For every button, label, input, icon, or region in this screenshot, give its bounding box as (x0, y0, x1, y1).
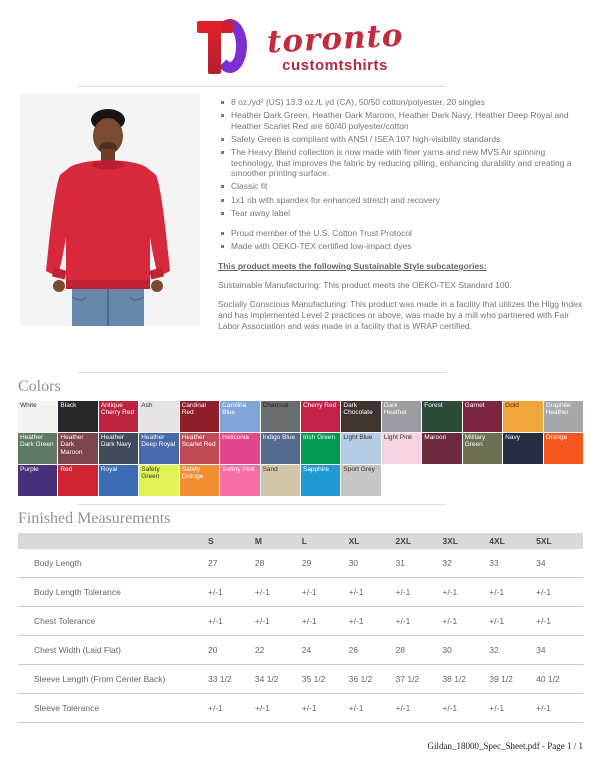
tc-monogram-logo-icon (197, 16, 255, 82)
measurement-value: +/-1 (489, 703, 505, 713)
measurement-value: 39 1/2 (489, 674, 513, 684)
color-swatch-graphite-heather: Graphite Heather (544, 401, 583, 432)
product-spec-text (218, 93, 583, 372)
color-swatch-orange: Orange (544, 433, 583, 464)
color-swatch-forest: Forest (422, 401, 461, 432)
measurement-row-sleeve-tolerance (18, 694, 583, 723)
measurement-row-body-length (18, 549, 583, 578)
measurement-value: 26 (348, 645, 359, 655)
measurement-value: 35 1/2 (301, 674, 326, 684)
measurement-value: 34 (536, 558, 546, 568)
measurement-value: 28 (395, 645, 405, 655)
measurement-value: +/-1 (301, 587, 317, 597)
measurement-row-sleeve-length-from-center-back- (18, 665, 583, 694)
measurement-value: +/-1 (536, 703, 552, 713)
measurement-value: +/-1 (208, 587, 223, 597)
measurement-value: +/-1 (489, 616, 505, 626)
measurement-value: 38 1/2 (442, 674, 467, 684)
measurement-row-chest-tolerance (18, 607, 583, 636)
spec-bullet-item: 1x1 rib with spandex for enhanced stretch and recovery (218, 195, 583, 206)
measurement-row-label: Sleeve Tolerance (34, 703, 100, 713)
spec-bullet-item: Classic fit (218, 181, 583, 192)
color-swatch-white: White (18, 401, 57, 432)
color-swatch-grid (18, 401, 583, 496)
measurement-value: 30 (348, 558, 359, 568)
color-swatch-garnet: Garnet (463, 401, 502, 432)
measurement-value: 32 (489, 645, 499, 655)
spec-bullet-list-secondary (218, 228, 583, 252)
measurement-value: +/-1 (536, 616, 552, 626)
size-column-header-xl: XL (349, 533, 396, 549)
measurements-table-body (18, 549, 583, 723)
color-swatch-heliconia: Heliconia (220, 433, 259, 464)
sustainable-style-heading: This product meets the following Sustainable Style subcategories: (218, 261, 487, 271)
color-swatch-empty (382, 465, 421, 496)
logo-letter-t-stem-icon (208, 21, 221, 74)
size-column-header-l: L (302, 533, 349, 549)
color-swatch-red: Red (58, 465, 97, 496)
measurement-value: +/-1 (395, 587, 411, 597)
spec-bullet-item: The Heavy Blend collection is now made with finer yarns and new MVS Air spinning technology, that improves the fabric by reducing pilling, enhancing durability and creating a smoother printing surface. (218, 147, 583, 179)
color-swatch-sport-grey: Sport Grey (341, 465, 380, 496)
measurement-value: +/-1 (301, 616, 317, 626)
color-swatch-safety-orange: Safety Orange (180, 465, 219, 496)
spec-bullet-item: Proud member of the U.S. Cotton Trust Protocol (218, 228, 583, 239)
measurement-value: +/-1 (442, 703, 458, 713)
measurement-value: +/-1 (442, 587, 458, 597)
measurement-row-label: Chest Tolerance (34, 616, 96, 626)
color-swatch-charcoal: Charcoal (261, 401, 300, 432)
header-logo (0, 0, 600, 86)
measurement-value: 37 1/2 (395, 674, 420, 684)
product-photo (20, 93, 200, 326)
color-swatch-empty (503, 465, 542, 496)
measurement-value: 34 1/2 (254, 674, 279, 684)
colors-section-title: Colors (18, 378, 61, 395)
color-swatch-safety-green: Safety Green (139, 465, 178, 496)
color-swatch-empty (544, 465, 583, 496)
measurement-value: 31 (395, 558, 405, 568)
measurement-value: 22 (254, 645, 265, 655)
size-column-header-4xl: 4XL (489, 533, 536, 549)
color-swatch-heather-dark-green: Heather Dark Green (18, 433, 57, 464)
colors-section-divider (78, 372, 446, 373)
measurement-value: +/-1 (536, 587, 552, 597)
color-swatch-heather-dark-navy: Heather Dark Navy (99, 433, 138, 464)
measurement-row-chest-width-laid-flat- (18, 636, 583, 665)
measurement-value: 33 1/2 (208, 674, 232, 684)
color-swatch-gold: Gold (503, 401, 542, 432)
color-swatch-cardinal-red: Cardinal Red (180, 401, 219, 432)
color-swatch-heather-scarlet-red: Heather Scarlet Red (180, 433, 219, 464)
color-swatch-indigo-blue: Indigo Blue (261, 433, 300, 464)
measurement-value: +/-1 (348, 703, 364, 713)
measurement-value: +/-1 (208, 616, 223, 626)
size-column-header-m: M (255, 533, 302, 549)
measurement-value: +/-1 (442, 616, 458, 626)
color-swatch-carolina-blue: Carolina Blue (220, 401, 259, 432)
measurement-value: +/-1 (301, 703, 317, 713)
pdf-footer-page-label: Gildan_18000_Spec_Sheet.pdf - Page 1 / 1 (427, 741, 583, 751)
measurements-section-divider (78, 504, 446, 505)
measurement-value: 30 (442, 645, 452, 655)
color-swatch-light-blue: Light Blue (341, 433, 380, 464)
color-swatch-ash: Ash (139, 401, 178, 432)
spec-bullet-item: 8 oz./yd² (US) 13.3 oz./L yd (CA), 50/50 cotton/polyester, 20 singles (218, 97, 583, 108)
size-column-header-5xl: 5XL (536, 533, 583, 549)
color-swatch-military-green: Military Green (463, 433, 502, 464)
color-swatch-black: Black (58, 401, 97, 432)
color-swatch-sand: Sand (261, 465, 300, 496)
size-column-header-3xl: 3XL (442, 533, 489, 549)
spec-bullet-item: Heather Dark Green, Heather Dark Maroon, Heather Dark Navy, Heather Deep Royal and Heather Scarlet Red are 60/40 polyester/cotton (218, 110, 583, 131)
measurement-value: +/-1 (254, 587, 270, 597)
measurement-value: +/-1 (395, 703, 411, 713)
measurement-value: +/-1 (395, 616, 411, 626)
measurement-value: +/-1 (254, 703, 270, 713)
color-swatch-light-pink: Light Pink (382, 433, 421, 464)
color-swatch-maroon: Maroon (422, 433, 461, 464)
spec-bullet-item: Tear away label (218, 208, 583, 219)
finished-measurements-table (18, 533, 583, 723)
measurement-value: 29 (301, 558, 312, 568)
measurement-row-label: Body Length (34, 558, 82, 568)
measurements-table-header (18, 533, 583, 549)
measurement-value: +/-1 (348, 587, 364, 597)
measurement-value: +/-1 (489, 587, 505, 597)
spec-bullet-item: Safety Green is compliant with ANSI / ISEA 107 high-visibility standards (218, 134, 583, 145)
spec-bullet-item: Made with OEKO-TEX certified low-impact dyes (218, 241, 583, 252)
color-swatch-empty (422, 465, 461, 496)
measurement-row-label: Chest Width (Laid Flat) (34, 645, 121, 655)
color-swatch-empty (463, 465, 502, 496)
color-swatch-navy: Navy (503, 433, 542, 464)
color-swatch-irish-green: Irish Green (301, 433, 340, 464)
measurement-value: 34 (536, 645, 546, 655)
measurement-row-label: Sleeve Length (From Center Back) (34, 674, 166, 684)
spec-bullet-list-primary (218, 97, 583, 218)
measurement-value: 40 1/2 (536, 674, 560, 684)
color-swatch-dark-heather: Dark Heather (382, 401, 421, 432)
logo-wordmark (265, 17, 405, 74)
color-swatch-purple: Purple (18, 465, 57, 496)
color-swatch-cherry-red: Cherry Red (301, 401, 340, 432)
color-swatch-antique-cherry-red: Antique Cherry Red (99, 401, 138, 432)
measurement-value: 32 (442, 558, 452, 568)
measurement-row-body-length-tolerance (18, 578, 583, 607)
header-divider (78, 86, 446, 87)
sustainable-paragraph-1: Sustainable Manufacturing: This product meets the OEKO-TEX Standard 100. (218, 279, 512, 290)
measurement-value: +/-1 (254, 616, 270, 626)
color-swatch-heather-deep-royal: Heather Deep Royal (139, 433, 178, 464)
model-in-red-sweatshirt-illustration (20, 93, 200, 326)
measurement-value: 33 (489, 558, 499, 568)
size-column-header-s: S (208, 533, 255, 549)
product-section (20, 93, 583, 372)
measurement-value: +/-1 (208, 703, 223, 713)
measurement-value: +/-1 (348, 616, 364, 626)
logo-script-text: toronto (265, 17, 405, 61)
size-header-row (18, 533, 583, 549)
measurement-value: 24 (301, 645, 312, 655)
color-swatch-safety-pink: Safety Pink (220, 465, 259, 496)
color-swatch-royal: Royal (99, 465, 138, 496)
measurements-section-title: Finished Measurements (18, 510, 171, 527)
empty-header-cell (18, 533, 208, 549)
measurement-row-label: Body Length Tolerance (34, 587, 121, 597)
size-column-header-2xl: 2XL (396, 533, 443, 549)
measurement-value: 27 (208, 558, 218, 568)
measurement-value: 36 1/2 (348, 674, 373, 684)
sustainable-paragraph-2: Socially Conscious Manufacturing: This product was made in a facility that utilizes the Higg Index and has implemented Level 2 practices or above, was made by a mill who partnered with Fair Labor Association and was made in a facility that is WRAP certified. (218, 299, 583, 331)
color-swatch-heather-dark-maroon: Heather Dark Maroon (58, 433, 97, 464)
color-swatch-dark-chocolate: Dark Chocolate (341, 401, 380, 432)
color-swatch-sapphire: Sapphire (301, 465, 340, 496)
measurement-value: 20 (208, 645, 218, 655)
logo-subtext: customtshirts (282, 57, 388, 74)
measurement-value: 28 (254, 558, 265, 568)
